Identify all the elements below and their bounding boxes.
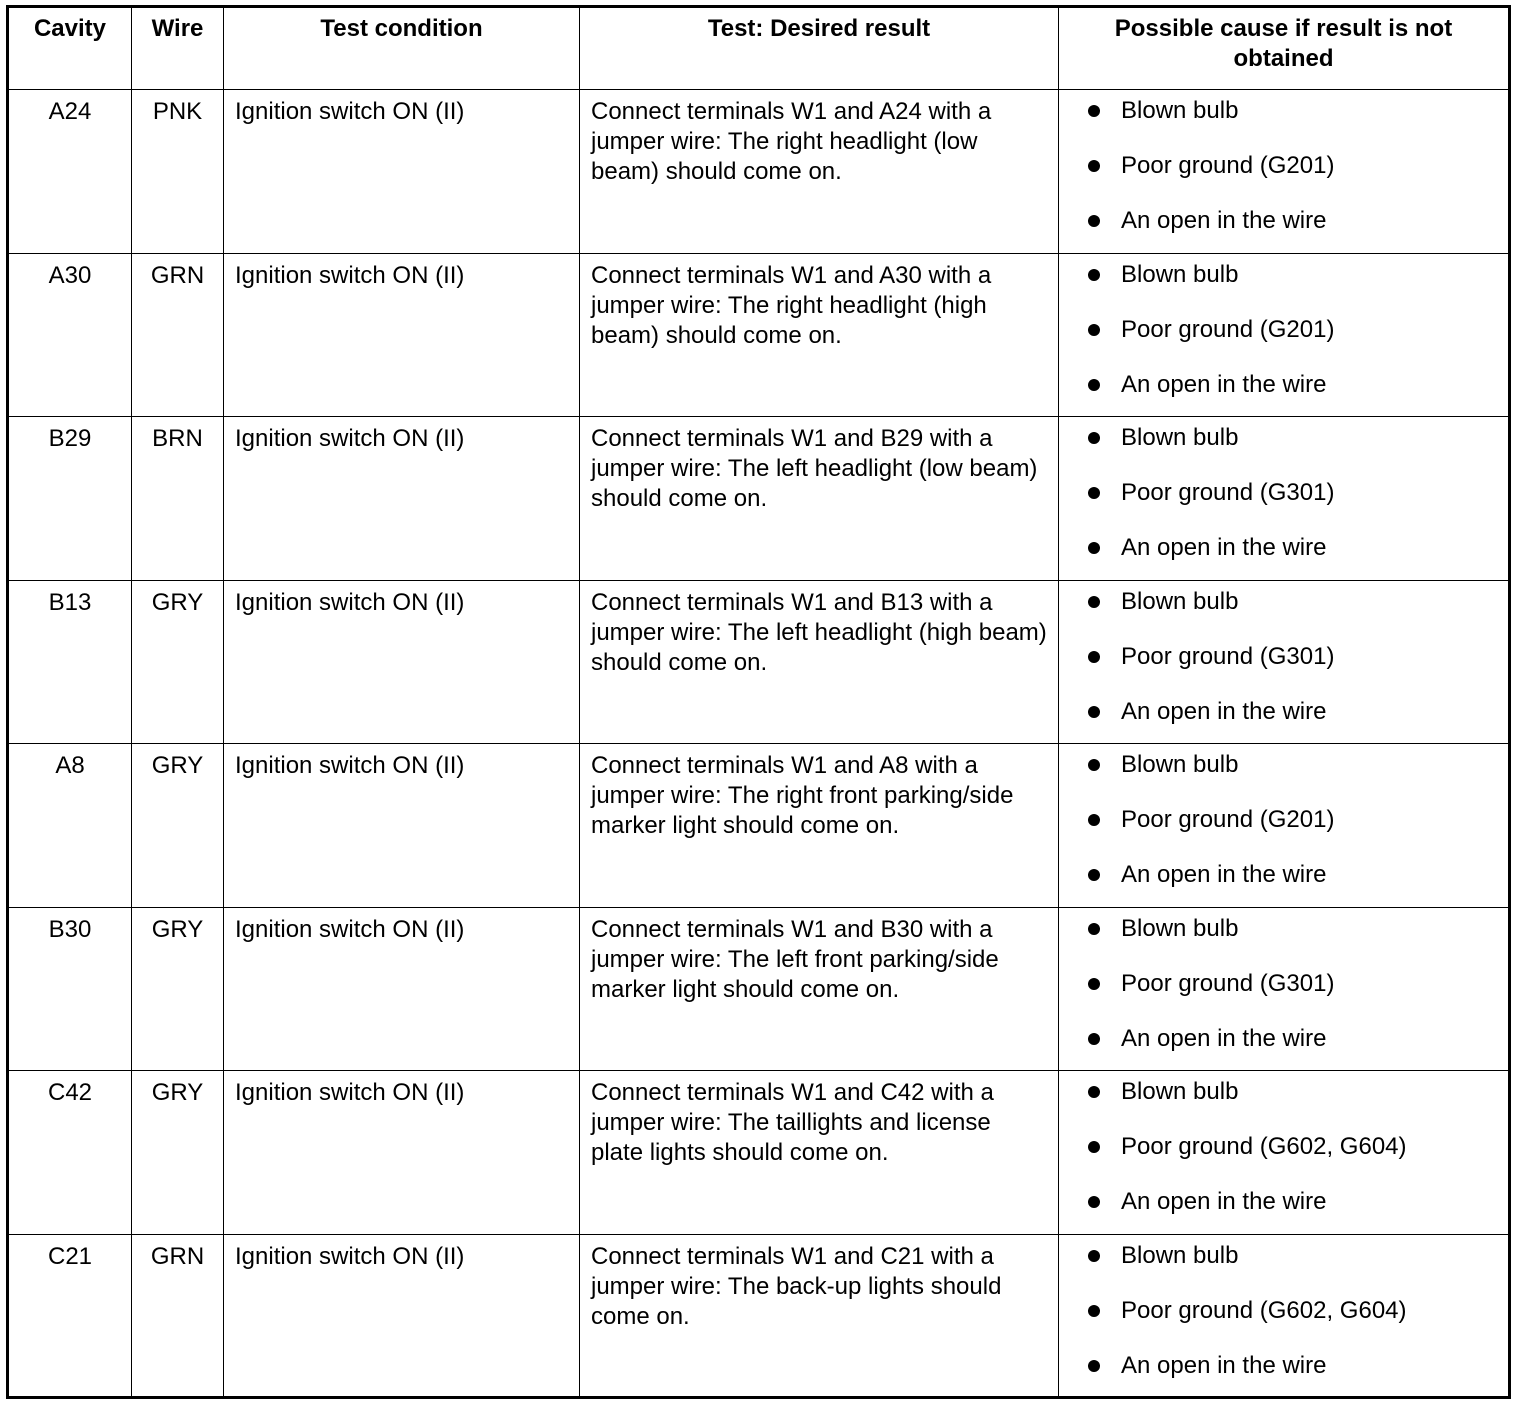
bullet-icon bbox=[1088, 160, 1100, 172]
bullet-icon bbox=[1088, 759, 1100, 771]
test-condition-cell: Ignition switch ON (II) bbox=[224, 580, 580, 744]
cause-text: Blown bulb bbox=[1121, 914, 1239, 942]
cavity-cell: B13 bbox=[8, 580, 132, 744]
test-condition-cell: Ignition switch ON (II) bbox=[224, 744, 580, 908]
list-item bbox=[1085, 805, 1498, 835]
cavity-cell: A30 bbox=[8, 253, 132, 417]
cavity-cell: A8 bbox=[8, 744, 132, 908]
possible-cause-cell bbox=[1059, 417, 1510, 581]
test-condition-cell: Ignition switch ON (II) bbox=[224, 907, 580, 1071]
wire-cell: PNK bbox=[132, 90, 224, 254]
list-item bbox=[1085, 206, 1498, 236]
cause-list bbox=[1085, 260, 1498, 400]
bullet-icon bbox=[1088, 105, 1100, 117]
list-item bbox=[1085, 1024, 1498, 1054]
cause-text: Blown bulb bbox=[1121, 260, 1239, 288]
cause-text: Poor ground (G201) bbox=[1121, 315, 1335, 343]
cavity-cell: C42 bbox=[8, 1071, 132, 1235]
cause-list bbox=[1085, 750, 1498, 890]
test-condition-cell: Ignition switch ON (II) bbox=[224, 1071, 580, 1235]
table-row bbox=[8, 580, 1510, 744]
list-item bbox=[1085, 914, 1498, 944]
wire-cell: GRY bbox=[132, 907, 224, 1071]
bullet-icon bbox=[1088, 487, 1100, 499]
table-row bbox=[8, 417, 1510, 581]
table-row bbox=[8, 1234, 1510, 1398]
bullet-icon bbox=[1088, 1141, 1100, 1153]
table-row bbox=[8, 1071, 1510, 1235]
cause-text: An open in the wire bbox=[1121, 697, 1327, 725]
bullet-icon bbox=[1088, 1086, 1100, 1098]
desired-result-cell: Connect terminals W1 and A30 with a jumper wire: The right headlight (high beam) should come on. bbox=[580, 253, 1059, 417]
cause-text: An open in the wire bbox=[1121, 1351, 1327, 1379]
bullet-icon bbox=[1088, 1360, 1100, 1372]
cause-text: Blown bulb bbox=[1121, 424, 1239, 451]
bullet-icon bbox=[1088, 706, 1100, 718]
list-item bbox=[1085, 1241, 1498, 1271]
test-condition-cell: Ignition switch ON (II) bbox=[224, 253, 580, 417]
header-possible-cause: Possible cause if result is not obtained bbox=[1059, 7, 1510, 90]
cause-text: An open in the wire bbox=[1121, 534, 1327, 561]
cause-text: Blown bulb bbox=[1121, 1078, 1239, 1105]
desired-result-cell: Connect terminals W1 and A24 with a jumper wire: The right headlight (low beam) should come on. bbox=[580, 90, 1059, 254]
wire-cell: GRY bbox=[132, 1071, 224, 1235]
wire-cell: GRN bbox=[132, 1234, 224, 1398]
bullet-icon bbox=[1088, 1033, 1100, 1045]
list-item bbox=[1085, 1296, 1498, 1326]
desired-result-cell: Connect terminals W1 and B29 with a jumper wire: The left headlight (low beam) should come on. bbox=[580, 417, 1059, 581]
cause-list bbox=[1085, 423, 1498, 563]
list-item bbox=[1085, 533, 1498, 563]
bullet-icon bbox=[1088, 379, 1100, 391]
bullet-icon bbox=[1088, 978, 1100, 990]
possible-cause-cell bbox=[1059, 1071, 1510, 1235]
list-item bbox=[1085, 969, 1498, 999]
list-item bbox=[1085, 423, 1498, 453]
cause-text: Poor ground (G201) bbox=[1121, 806, 1335, 833]
list-item bbox=[1085, 1132, 1498, 1162]
list-item bbox=[1085, 478, 1498, 508]
possible-cause-cell bbox=[1059, 907, 1510, 1071]
test-condition-cell: Ignition switch ON (II) bbox=[224, 90, 580, 254]
header-row bbox=[8, 7, 1510, 90]
possible-cause-cell bbox=[1059, 744, 1510, 908]
possible-cause-cell bbox=[1059, 90, 1510, 254]
table-row bbox=[8, 253, 1510, 417]
list-item bbox=[1085, 370, 1498, 400]
cause-text: Blown bulb bbox=[1121, 97, 1239, 124]
cause-text: An open in the wire bbox=[1121, 370, 1327, 398]
cause-text: Poor ground (G201) bbox=[1121, 152, 1335, 179]
troubleshooting-table-container bbox=[6, 5, 1511, 1399]
desired-result-cell: Connect terminals W1 and A8 with a jumper wire: The right front parking/side marker light should come on. bbox=[580, 744, 1059, 908]
cause-text: An open in the wire bbox=[1121, 207, 1327, 234]
bullet-icon bbox=[1088, 869, 1100, 881]
test-condition-cell: Ignition switch ON (II) bbox=[224, 417, 580, 581]
cause-text: Blown bulb bbox=[1121, 751, 1239, 778]
list-item bbox=[1085, 96, 1498, 126]
bullet-icon bbox=[1088, 1196, 1100, 1208]
list-item bbox=[1085, 642, 1498, 672]
cause-list bbox=[1085, 1077, 1498, 1217]
header-desired-result: Test: Desired result bbox=[580, 7, 1059, 90]
header-wire: Wire bbox=[132, 7, 224, 90]
header-test-condition: Test condition bbox=[224, 7, 580, 90]
troubleshooting-table bbox=[6, 5, 1511, 1399]
wire-cell: GRY bbox=[132, 580, 224, 744]
possible-cause-cell bbox=[1059, 253, 1510, 417]
list-item bbox=[1085, 860, 1498, 890]
cause-list bbox=[1085, 96, 1498, 236]
bullet-icon bbox=[1088, 432, 1100, 444]
cause-list bbox=[1085, 914, 1498, 1054]
bullet-icon bbox=[1088, 814, 1100, 826]
cause-list bbox=[1085, 587, 1498, 727]
bullet-icon bbox=[1088, 651, 1100, 663]
list-item bbox=[1085, 1187, 1498, 1217]
bullet-icon bbox=[1088, 1305, 1100, 1317]
table-body bbox=[8, 90, 1510, 1398]
cavity-cell: A24 bbox=[8, 90, 132, 254]
bullet-icon bbox=[1088, 923, 1100, 935]
wire-cell: GRN bbox=[132, 253, 224, 417]
list-item bbox=[1085, 1077, 1498, 1107]
possible-cause-cell bbox=[1059, 580, 1510, 744]
desired-result-cell: Connect terminals W1 and B30 with a jumper wire: The left front parking/side marker light should come on. bbox=[580, 907, 1059, 1071]
desired-result-cell: Connect terminals W1 and C42 with a jumper wire: The taillights and license plate lights should come on. bbox=[580, 1071, 1059, 1235]
cause-text: Poor ground (G301) bbox=[1121, 642, 1335, 670]
table-row bbox=[8, 90, 1510, 254]
desired-result-cell: Connect terminals W1 and C21 with a jumper wire: The back-up lights should come on. bbox=[580, 1234, 1059, 1398]
bullet-icon bbox=[1088, 215, 1100, 227]
list-item bbox=[1085, 697, 1498, 727]
list-item bbox=[1085, 315, 1498, 345]
list-item bbox=[1085, 260, 1498, 290]
cavity-cell: B29 bbox=[8, 417, 132, 581]
table-row bbox=[8, 907, 1510, 1071]
cause-text: Poor ground (G602, G604) bbox=[1121, 1133, 1407, 1160]
cavity-cell: C21 bbox=[8, 1234, 132, 1398]
possible-cause-cell bbox=[1059, 1234, 1510, 1398]
list-item bbox=[1085, 750, 1498, 780]
cause-text: An open in the wire bbox=[1121, 1188, 1327, 1215]
bullet-icon bbox=[1088, 269, 1100, 281]
bullet-icon bbox=[1088, 324, 1100, 336]
wire-cell: GRY bbox=[132, 744, 224, 908]
table-header bbox=[8, 7, 1510, 90]
cause-text: An open in the wire bbox=[1121, 1024, 1327, 1052]
bullet-icon bbox=[1088, 1250, 1100, 1262]
cause-text: Blown bulb bbox=[1121, 1241, 1239, 1269]
bullet-icon bbox=[1088, 596, 1100, 608]
bullet-icon bbox=[1088, 542, 1100, 554]
header-cavity: Cavity bbox=[8, 7, 132, 90]
cause-text: Poor ground (G602, G604) bbox=[1121, 1296, 1407, 1324]
list-item bbox=[1085, 151, 1498, 181]
desired-result-cell: Connect terminals W1 and B13 with a jumper wire: The left headlight (high beam) should come on. bbox=[580, 580, 1059, 744]
cause-text: Blown bulb bbox=[1121, 587, 1239, 615]
cause-text: Poor ground (G301) bbox=[1121, 479, 1335, 506]
table-row bbox=[8, 744, 1510, 908]
test-condition-cell: Ignition switch ON (II) bbox=[224, 1234, 580, 1398]
cause-text: Poor ground (G301) bbox=[1121, 969, 1335, 997]
list-item bbox=[1085, 1351, 1498, 1381]
cause-list bbox=[1085, 1241, 1498, 1381]
cause-text: An open in the wire bbox=[1121, 861, 1327, 888]
cavity-cell: B30 bbox=[8, 907, 132, 1071]
wire-cell: BRN bbox=[132, 417, 224, 581]
list-item bbox=[1085, 587, 1498, 617]
